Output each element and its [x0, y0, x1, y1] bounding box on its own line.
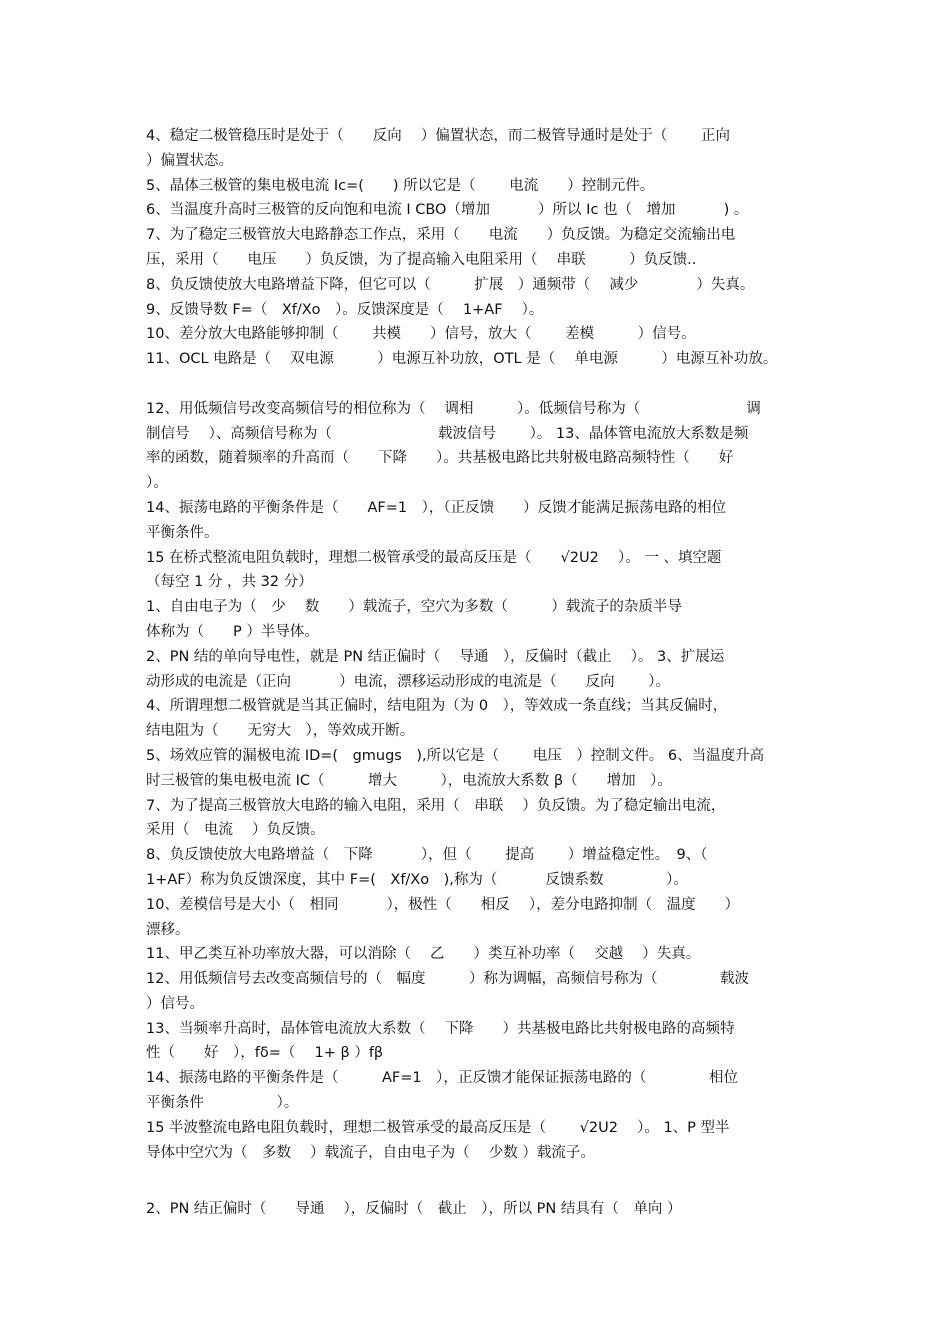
text-line: 动形成的电流是（正向 ）电流，漂移运动形成的电流是（ 反向 ）。 — [146, 673, 670, 690]
document-body — [146, 124, 818, 1165]
text-line: 率的函数，随着频率的升高而（ 下降 ）。共基极电路比共射极电路高频特性（ 好 — [146, 450, 734, 467]
text-line: ）信号。 — [146, 995, 204, 1012]
text-line: 5、场效应管的漏极电流 ID=( gmugs ),所以它是（ 电压 ）控制文件。 6、当温度升高 — [146, 747, 765, 764]
text-line: 压，采用（ 电压 ）负反馈，为了提高输入电阻采用（ 串联 ）负反馈.. — [146, 251, 697, 268]
text-line: 平衡条件 ）。 — [146, 1095, 299, 1112]
text-line: 采用（ 电流 ）负反馈。 — [146, 822, 325, 839]
text-line: 4、所谓理想二极管就是当其正偏时，结电阻为（为 0 ），等效成一条直线；当其反偏时， — [146, 698, 728, 715]
text-line: 5、晶体三极管的集电极电流 Ic=( ) 所以它是（ 电流 ）控制元件。 — [146, 177, 655, 194]
text-line-last: 2、PN 结正偏时（ 导通 ），反偏时（ 截止 ），所以 PN 结具有（ 单向 ） — [146, 1201, 682, 1217]
text-line: 6、当温度升高时三极管的反向饱和电流 I CBO（增加 ）所以 Ic 也（ 增加 ) 。 — [146, 202, 749, 219]
text-line: 1、自由电子为（ 少 数 ）载流子，空穴为多数（ ）载流子的杂质半导 — [146, 599, 682, 616]
text-line: 11、甲乙类互补功率放大器，可以消除（ 乙 ）类互补功率（ 交越 ）失真。 — [146, 946, 701, 963]
text-line: 漂移。 — [146, 921, 190, 938]
text-line: 时三极管的集电极电流 IC（ 增大 ），电流放大系数 β（ 增加 ）。 — [146, 772, 672, 789]
text-line: 8、负反馈使放大电路增益下降，但它可以（ 扩展 ）通频带（ 减少 ）失真。 — [146, 276, 755, 293]
text-line: 性（ 好 ），fδ=（ 1+ β ）fβ — [146, 1045, 384, 1062]
text-line: 12、用低频信号改变高频信号的相位称为（ 调相 ）。低频信号称为（ 调 — [146, 400, 761, 417]
text-line: 15 半波整流电路电阻负载时，理想二极管承受的最高反压是（ √2U2 ）。 1、P 型半 — [146, 1119, 730, 1136]
text-line: （每空 1 分 ，共 32 分） — [146, 574, 313, 591]
text-line: 体称为（ P ）半导体。 — [146, 623, 319, 640]
text-line: 11、OCL 电路是（ 双电源 ）电源互补功放，OTL 是（ 单电源 ）电源互补功放。 — [146, 351, 778, 368]
text-line: 14、振荡电路的平衡条件是（ AF=1 ），（正反馈 ）反馈才能满足振荡电路的相位 — [146, 499, 727, 516]
text-line — [146, 372, 818, 397]
text-line: 导体中空穴为（ 多数 ）载流子，自由电子为（ 少数 ）载流子。 — [146, 1144, 595, 1161]
text-line: 1+AF）称为负反馈深度，其中 F=( Xf/Xo ),称为（ 反馈系数 ）。 — [146, 871, 688, 888]
text-line: 2、PN 结的单向导电性，就是 PN 结正偏时（ 导通 ），反偏时（截止 ）。 3、扩展运 — [146, 648, 725, 665]
text-line: 结电阻为（ 无穷大 ），等效成开断。 — [146, 723, 415, 740]
text-line: 7、为了提高三极管放大电路的输入电阻，采用（ 串联 ）负反馈。为了稳定输出电流， — [146, 797, 726, 814]
text-line: 平衡条件。 — [146, 524, 219, 541]
text-line: 14、振荡电路的平衡条件是（ AF=1 ），正反馈才能保证振荡电路的（ 相位 — [146, 1070, 738, 1087]
text-line: 8、负反馈使放大电路增益（ 下降 ），但（ 提高 ）增益稳定性。 9、（ — [146, 847, 708, 864]
text-line: ）。 — [146, 475, 168, 492]
text-line: 10、差模信号是大小（ 相同 ），极性（ 相反 ），差分电路抑制（ 温度 ） — [146, 896, 740, 913]
text-line: 15 在桥式整流电阻负载时，理想二极管承受的最高反压是（ √2U2 ）。 一 、填空题 — [146, 549, 722, 566]
text-line: 9、反馈导数 F=（ Xf/Xo ）。反馈深度是（ 1+AF ）。 — [146, 301, 544, 318]
text-line: 7、为了稳定三极管放大电路静态工作点，采用（ 电流 ）负反馈。为稳定交流输出电 — [146, 227, 736, 244]
text-line: 10、差分放大电路能够抑制（ 共模 ）信号，放大（ 差模 ）信号。 — [146, 326, 696, 343]
text-line: 12、用低频信号去改变高频信号的（ 幅度 ）称为调幅，高频信号称为（ 载波 — [146, 971, 750, 988]
text-line: 制信号 ）、高频信号称为（ 载波信号 ）。 13、晶体管电流放大系数是频 — [146, 425, 749, 442]
text-line: 13、当频率升高时，晶体管电流放大系数（ 下降 ）共基极电路比共射极电路的高频特 — [146, 1020, 735, 1037]
text-line: ）偏置状态。 — [146, 152, 233, 169]
text-line: 4、稳定二极管稳压时是处于（ 反向 ）偏置状态，而二极管导通时是处于（ 正向 — [146, 128, 730, 144]
